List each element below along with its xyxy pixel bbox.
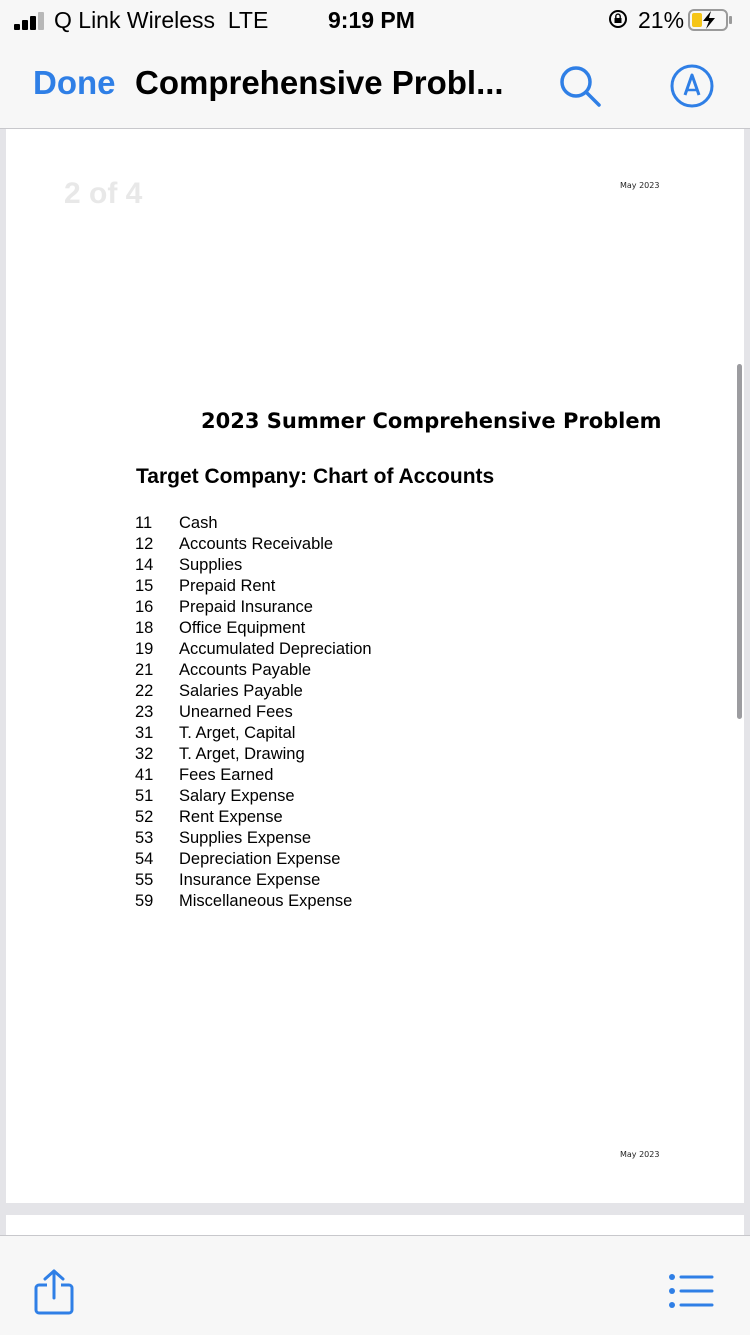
account-name: Office Equipment <box>179 619 306 637</box>
account-name: Unearned Fees <box>179 703 293 721</box>
account-name: Cash <box>179 514 218 532</box>
account-number: 16 <box>135 598 154 616</box>
carrier-label: Q Link Wireless LTE <box>54 7 269 33</box>
account-row <box>135 660 372 681</box>
page-footer-date: May 2023 <box>620 1150 660 1159</box>
account-number: 21 <box>135 661 154 679</box>
account-number: 19 <box>135 640 154 658</box>
list-icon[interactable] <box>668 1272 714 1310</box>
account-name: Supplies <box>179 556 243 574</box>
account-number: 14 <box>135 556 154 574</box>
account-name: Insurance Expense <box>179 871 321 889</box>
account-number: 15 <box>135 577 154 595</box>
account-row <box>135 576 372 597</box>
account-number: 22 <box>135 682 154 700</box>
account-name: Prepaid Insurance <box>179 598 313 616</box>
done-button[interactable]: Done <box>33 64 116 101</box>
account-name: Rent Expense <box>179 808 283 826</box>
account-number: 55 <box>135 871 154 889</box>
account-number: 59 <box>135 892 154 910</box>
account-row <box>135 870 372 891</box>
rotation-lock-icon <box>608 9 628 29</box>
account-name: Accumulated Depreciation <box>179 640 372 658</box>
account-row <box>135 744 372 765</box>
markup-icon[interactable] <box>668 62 716 110</box>
account-row <box>135 786 372 807</box>
account-row <box>135 555 372 576</box>
account-row <box>135 765 372 786</box>
account-name: T. Arget, Drawing <box>179 745 305 763</box>
account-number: 31 <box>135 724 154 742</box>
next-page <box>6 1215 744 1235</box>
account-number: 23 <box>135 703 154 721</box>
account-row <box>135 891 372 912</box>
share-icon[interactable] <box>33 1268 75 1316</box>
status-bar <box>0 0 750 40</box>
account-name: Salary Expense <box>179 787 295 805</box>
current-page <box>6 247 744 1203</box>
account-name: Accounts Payable <box>179 661 312 679</box>
account-name: T. Arget, Capital <box>179 724 296 742</box>
scrollbar[interactable] <box>737 364 742 719</box>
battery-charging-icon <box>688 9 734 31</box>
accounts-list <box>135 513 372 912</box>
account-number: 54 <box>135 850 154 868</box>
account-row <box>135 597 372 618</box>
navigation-bar <box>0 40 750 129</box>
search-icon[interactable] <box>556 62 604 110</box>
battery-percent: 21% <box>638 7 685 33</box>
account-number: 41 <box>135 766 154 784</box>
account-row <box>135 639 372 660</box>
document-title: Comprehensive Probl... <box>135 64 504 101</box>
account-row <box>135 723 372 744</box>
account-number: 53 <box>135 829 154 847</box>
account-name: Fees Earned <box>179 766 274 784</box>
account-row <box>135 849 372 870</box>
page-footer-date: May 2023 <box>620 181 660 190</box>
account-row <box>135 702 372 723</box>
account-row <box>135 807 372 828</box>
account-name: Supplies Expense <box>179 829 312 847</box>
account-number: 32 <box>135 745 154 763</box>
document-heading: 2023 Summer Comprehensive Problem <box>201 409 662 433</box>
account-name: Salaries Payable <box>179 682 303 700</box>
account-name: Depreciation Expense <box>179 850 341 868</box>
account-name: Accounts Receivable <box>179 535 334 553</box>
account-number: 11 <box>135 514 153 532</box>
account-row <box>135 513 372 534</box>
account-number: 51 <box>135 787 154 805</box>
status-time: 9:19 PM <box>328 7 415 33</box>
document-viewer[interactable] <box>0 129 750 1235</box>
account-number: 12 <box>135 535 154 553</box>
bottom-toolbar <box>0 1235 750 1335</box>
account-row <box>135 534 372 555</box>
account-name: Miscellaneous Expense <box>179 892 353 910</box>
account-row <box>135 618 372 639</box>
account-name: Prepaid Rent <box>179 577 276 595</box>
account-number: 18 <box>135 619 154 637</box>
account-number: 52 <box>135 808 154 826</box>
chart-of-accounts-heading: Target Company: Chart of Accounts <box>136 465 495 488</box>
account-row <box>135 828 372 849</box>
page-indicator: 2 of 4 <box>64 177 143 210</box>
signal-icon <box>14 10 50 30</box>
account-row <box>135 681 372 702</box>
